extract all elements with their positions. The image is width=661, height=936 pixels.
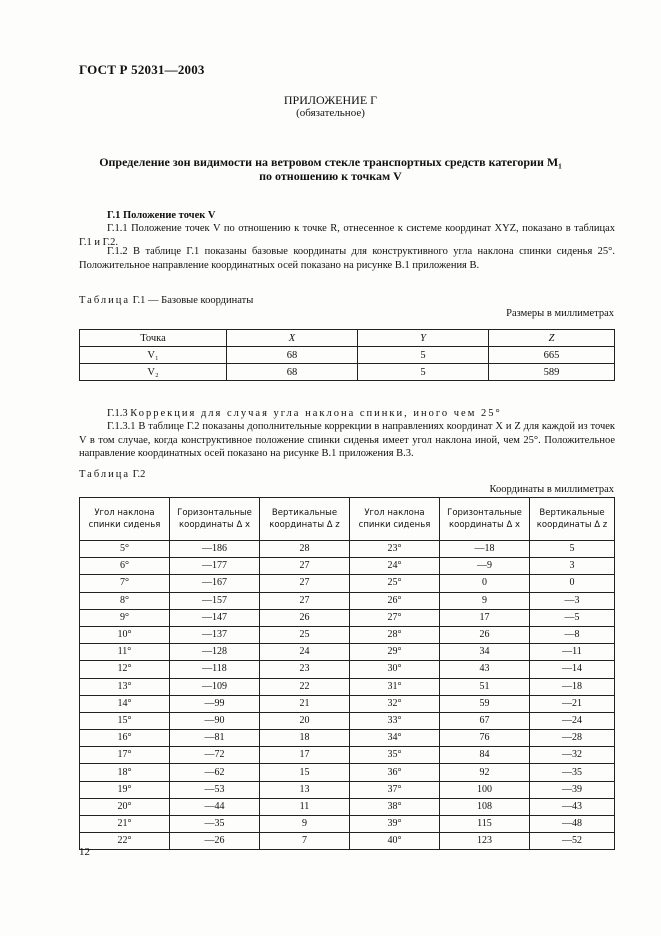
table-cell: —26 — [170, 833, 260, 850]
table-cell: 30° — [350, 661, 440, 678]
table-cell: 68 — [227, 364, 358, 381]
table-cell: 26° — [350, 592, 440, 609]
table-cell: —28 — [530, 730, 615, 747]
table-cell: —137 — [170, 626, 260, 643]
table-cell: —11 — [530, 644, 615, 661]
table-cell: —186 — [170, 541, 260, 558]
table-cell: 5° — [80, 541, 170, 558]
document-header: ГОСТ Р 52031—2003 — [79, 62, 205, 77]
table-row — [80, 678, 615, 695]
table-cell: V₂ — [80, 364, 227, 381]
table-cell: 100 — [440, 781, 530, 798]
table-row — [80, 592, 615, 609]
correction-table — [79, 497, 615, 850]
table-cell: 40° — [350, 833, 440, 850]
table1-caption-label: Таблица — [79, 295, 131, 306]
g13-heading-text: Коррекция для случая угла наклона спинки, иного чем 25° — [130, 408, 502, 419]
table-row — [80, 730, 615, 747]
table-row — [80, 661, 615, 678]
table-cell: 24 — [260, 644, 350, 661]
table2-caption-text: Г.2 — [132, 469, 146, 480]
table-row — [80, 798, 615, 815]
table-cell: 8° — [80, 592, 170, 609]
table-cell: —118 — [170, 661, 260, 678]
table-cell: 13° — [80, 678, 170, 695]
table-cell: —44 — [170, 798, 260, 815]
table-cell: 20° — [80, 798, 170, 815]
table2-caption — [79, 469, 145, 480]
table-cell: —18 — [530, 678, 615, 695]
table-cell: 23° — [350, 541, 440, 558]
table-cell: 21 — [260, 695, 350, 712]
table-cell: 24° — [350, 558, 440, 575]
table-row — [80, 747, 615, 764]
table-cell: 84 — [440, 747, 530, 764]
base-coordinates-table — [79, 329, 615, 381]
table-cell: 10° — [80, 626, 170, 643]
table-cell: 12° — [80, 661, 170, 678]
section-title-line2: по отношению к точкам V — [259, 169, 402, 183]
table-cell: 14° — [80, 695, 170, 712]
section-title-line1: Определение зон видимости на ветровом стекле транспортных средств категории M₁ — [99, 155, 562, 169]
table-cell: 31° — [350, 678, 440, 695]
table-cell: —8 — [530, 626, 615, 643]
table-cell: 7° — [80, 575, 170, 592]
table-cell: 34 — [440, 644, 530, 661]
table-cell: 34° — [350, 730, 440, 747]
table-cell: —5 — [530, 609, 615, 626]
table-cell: —53 — [170, 781, 260, 798]
table-cell: —90 — [170, 712, 260, 729]
column-header: Угол наклона спинки сиденья — [80, 498, 170, 541]
table-cell: 38° — [350, 798, 440, 815]
table-cell: 9 — [260, 816, 350, 833]
table-cell: —109 — [170, 678, 260, 695]
table-cell: —35 — [530, 764, 615, 781]
table-cell: —147 — [170, 609, 260, 626]
g13-paragraph-1: Г.1.3.1 В таблице Г.2 показаны дополнительные коррекции в направлениях координат X и Z для каждой из точек V в том случае, когда конструктивное положение спинки сиденья имеет угол наклона иной, чем 25°. Положительное направление координатных осей показано на рисунке В.1 приложения В.3. — [79, 421, 615, 459]
table-cell: 26 — [260, 609, 350, 626]
column-header: Горизонтальные координаты Δ x — [440, 498, 530, 541]
table-cell: 115 — [440, 816, 530, 833]
table-row — [80, 764, 615, 781]
table-cell: V₁ — [80, 347, 227, 364]
table-cell: 123 — [440, 833, 530, 850]
table-cell: 28 — [260, 541, 350, 558]
table-cell: 25 — [260, 626, 350, 643]
table1-caption-text: Г.1 — Базовые координаты — [132, 295, 254, 306]
table-cell: 11° — [80, 644, 170, 661]
table-cell: 29° — [350, 644, 440, 661]
table2-caption-label: Таблица — [79, 469, 131, 480]
g13-heading-number: Г.1.3 — [107, 408, 128, 419]
table-cell: 25° — [350, 575, 440, 592]
table-cell: 39° — [350, 816, 440, 833]
table-cell: 15 — [260, 764, 350, 781]
table-cell: 6° — [80, 558, 170, 575]
table-cell: 35° — [350, 747, 440, 764]
table-row — [80, 644, 615, 661]
table-cell: 5 — [358, 347, 489, 364]
column-header: Вертикальные координаты Δ z — [260, 498, 350, 541]
table-cell: —177 — [170, 558, 260, 575]
table-cell: —9 — [440, 558, 530, 575]
table-cell: 5 — [358, 364, 489, 381]
table-cell: 27° — [350, 609, 440, 626]
table-cell: 33° — [350, 712, 440, 729]
table-cell: —167 — [170, 575, 260, 592]
g1-paragraph-1: Г.1.1 Положение точек V по отношению к точке R, отнесенное к системе координат XYZ, показано в таблицах Г.1 и Г.2. — [79, 223, 615, 248]
table-cell: 18° — [80, 764, 170, 781]
column-header: X — [227, 330, 358, 347]
g1-heading: Г.1 Положение точек V — [107, 210, 216, 221]
table-row — [80, 626, 615, 643]
table-cell: 17° — [80, 747, 170, 764]
table-cell: 108 — [440, 798, 530, 815]
annex-subtitle: (обязательное) — [296, 107, 365, 119]
table-cell: —43 — [530, 798, 615, 815]
table1-units: Размеры в миллиметрах — [506, 308, 614, 319]
table-cell: 11 — [260, 798, 350, 815]
table-row — [80, 541, 615, 558]
table-cell: 67 — [440, 712, 530, 729]
table-row — [80, 609, 615, 626]
table-cell: 9° — [80, 609, 170, 626]
table2-units: Координаты в миллиметрах — [489, 484, 614, 495]
table-row — [80, 364, 615, 381]
table-cell: 589 — [489, 364, 615, 381]
table-cell: 21° — [80, 816, 170, 833]
annex-title: ПРИЛОЖЕНИЕ Г — [283, 93, 378, 107]
table-cell: 26 — [440, 626, 530, 643]
table-cell: 92 — [440, 764, 530, 781]
table-row — [80, 833, 615, 850]
table-cell: 0 — [530, 575, 615, 592]
table-cell: 5 — [530, 541, 615, 558]
table-row — [80, 781, 615, 798]
table-cell: —81 — [170, 730, 260, 747]
table-cell: 20 — [260, 712, 350, 729]
table-cell: —99 — [170, 695, 260, 712]
table1-caption — [79, 295, 253, 306]
column-header: Вертикальные координаты Δ z — [530, 498, 615, 541]
table-cell: —52 — [530, 833, 615, 850]
table-cell: 27 — [260, 558, 350, 575]
page-number: 12 — [79, 846, 90, 858]
table-cell: —35 — [170, 816, 260, 833]
table-cell: 18 — [260, 730, 350, 747]
table-cell: —14 — [530, 661, 615, 678]
table-header-row — [80, 498, 615, 541]
table-cell: —128 — [170, 644, 260, 661]
column-header: Y — [358, 330, 489, 347]
table-cell: 17 — [260, 747, 350, 764]
g1-paragraph-2: Г.1.2 В таблице Г.1 показаны базовые координаты для конструктивного угла наклона спинки сиденья 25°. Положительное направление координатных осей показано на рисунке В.1 приложения В. — [79, 246, 615, 271]
column-header: Горизонтальные координаты Δ x — [170, 498, 260, 541]
table-cell: 59 — [440, 695, 530, 712]
column-header: Угол наклона спинки сиденья — [350, 498, 440, 541]
table-cell: 36° — [350, 764, 440, 781]
section-title — [0, 155, 661, 183]
table-cell: 19° — [80, 781, 170, 798]
table-cell: —32 — [530, 747, 615, 764]
table-cell: 665 — [489, 347, 615, 364]
table-cell: —24 — [530, 712, 615, 729]
table-header-row — [80, 330, 615, 347]
table-cell: —3 — [530, 592, 615, 609]
table-cell: 28° — [350, 626, 440, 643]
table-cell: 0 — [440, 575, 530, 592]
table-cell: 32° — [350, 695, 440, 712]
table-cell: 76 — [440, 730, 530, 747]
table-cell: 7 — [260, 833, 350, 850]
g13-heading — [79, 407, 615, 421]
table-cell: 3 — [530, 558, 615, 575]
table-cell: 9 — [440, 592, 530, 609]
table-cell: 17 — [440, 609, 530, 626]
table-cell: —21 — [530, 695, 615, 712]
column-header: Z — [489, 330, 615, 347]
table-cell: —48 — [530, 816, 615, 833]
table-cell: —62 — [170, 764, 260, 781]
table-row — [80, 575, 615, 592]
table-cell: 15° — [80, 712, 170, 729]
table-row — [80, 347, 615, 364]
table-cell: 51 — [440, 678, 530, 695]
table-cell: 16° — [80, 730, 170, 747]
table-cell: 27 — [260, 592, 350, 609]
table-cell: 68 — [227, 347, 358, 364]
table-cell: 23 — [260, 661, 350, 678]
table-cell: 27 — [260, 575, 350, 592]
table-cell: —157 — [170, 592, 260, 609]
table-row — [80, 695, 615, 712]
table-cell: —39 — [530, 781, 615, 798]
table-cell: 43 — [440, 661, 530, 678]
table-row — [80, 816, 615, 833]
table-cell: 22° — [80, 833, 170, 850]
table-row — [80, 558, 615, 575]
table-cell: —72 — [170, 747, 260, 764]
table-cell: —18 — [440, 541, 530, 558]
table-row — [80, 712, 615, 729]
table-cell: 37° — [350, 781, 440, 798]
column-header: Точка — [80, 330, 227, 347]
table-cell: 13 — [260, 781, 350, 798]
table-cell: 22 — [260, 678, 350, 695]
